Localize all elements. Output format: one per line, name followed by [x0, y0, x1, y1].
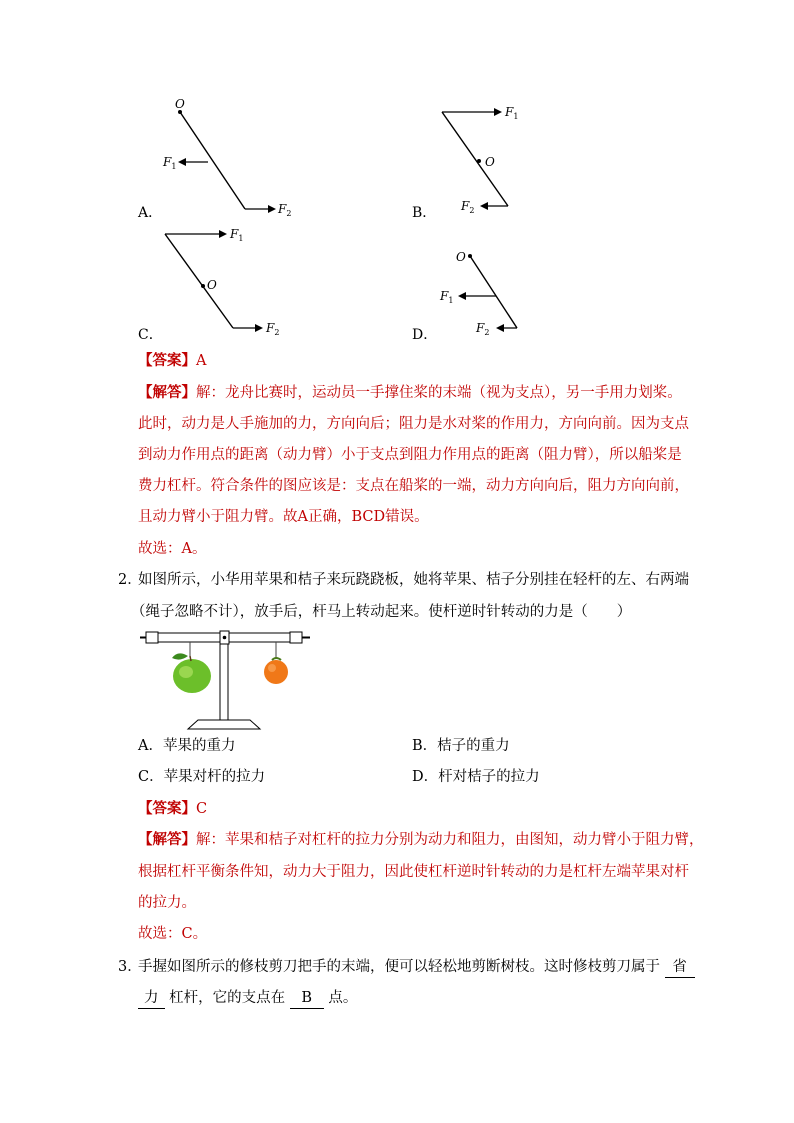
q3-line-2: 力 杠杆，它的支点在 B 点。	[138, 988, 357, 1009]
analysis-tag: 【解答】	[138, 831, 196, 848]
force-f2-label: $F_2$	[278, 202, 292, 218]
answer-value: A	[196, 353, 207, 369]
option-b-label: B．	[412, 205, 437, 221]
pivot-o-label: O	[175, 97, 185, 111]
force-f1-label: $F_1$	[505, 105, 519, 121]
pivot-o-label: O	[485, 155, 495, 169]
q3-blank-2: B	[290, 988, 324, 1009]
q2-stem-line-1: 如图所示，小华用苹果和桔子来玩跷跷板，她将苹果、桔子分别挂在轻杆的左、右两端	[138, 572, 689, 588]
q2-analysis-line-3: 的拉力。	[138, 895, 196, 911]
option-d-label: D．	[412, 327, 438, 343]
q2-stem-line-2: （绳子忽略不计），放手后，杆马上转动起来。使杆逆时针转动的力是（ ）	[131, 604, 632, 620]
force-f2-label: $F_2$	[476, 321, 490, 337]
figure-a-lever-diagram	[150, 92, 310, 222]
pivot-o-label: O	[456, 250, 466, 264]
figure-d-lever-diagram	[430, 242, 530, 338]
q1-analysis-line-3: 到动力作用点的距离（动力臂）小于支点到阻力作用点的距离（阻力臂），所以船桨是	[138, 447, 682, 463]
answer-tag: 【答案】	[138, 352, 196, 369]
option-c-label: C．	[138, 327, 163, 343]
q3-blank-1-part2: 力	[138, 988, 165, 1009]
q1-conclusion: 故选：A。	[138, 541, 207, 557]
q2-number: 2．	[118, 572, 142, 588]
q1-analysis-line-5: 且动力臂小于阻力臂。故A正确，BCD错误。	[138, 509, 429, 525]
analysis-tag: 【解答】	[138, 384, 196, 401]
q2-option-a: A．苹果的重力	[138, 738, 236, 754]
apple-image	[172, 653, 211, 693]
orange-image	[264, 658, 288, 684]
q1-analysis-line-2: 此时，动力是人手施加的力，方向向后；阻力是水对桨的作用力，方向向前。因为支点	[138, 416, 689, 432]
q2-option-d: D．杆对桔子的拉力	[412, 769, 540, 785]
q2-option-c: C．苹果对杆的拉力	[138, 769, 266, 785]
q1-analysis-line-4: 费力杠杆。符合条件的图应该是：支点在船桨的一端，动力方向向后，阻力方向向前，	[138, 478, 689, 494]
option-a-label: A．	[138, 205, 163, 221]
seesaw-illustration	[140, 628, 310, 732]
q3-line-1: 手握如图所示的修枝剪刀把手的末端，便可以轻松地剪断树枝。这时修枝剪刀属于 省	[138, 957, 695, 978]
force-f2-label: $F_2$	[266, 321, 280, 337]
figure-c-lever-diagram	[155, 222, 295, 340]
q3-number: 3．	[118, 959, 142, 975]
answer-value: C	[196, 801, 208, 817]
force-f1-label: $F_1$	[163, 155, 177, 171]
pivot-o-label: O	[207, 278, 217, 292]
q2-analysis-line-2: 根据杠杆平衡条件知，动力大于阻力，因此使杠杆逆时针转动的力是杠杆左端苹果对杆	[138, 864, 689, 880]
q1-answer	[138, 351, 206, 371]
q2-answer	[138, 799, 207, 819]
q2-option-b: B．桔子的重力	[412, 738, 510, 754]
figure-b-lever-diagram	[430, 98, 540, 218]
force-f1-label: $F_1$	[230, 227, 244, 243]
q2-conclusion: 故选：C。	[138, 926, 208, 942]
q2-analysis-line-1: 【解答】解：苹果和桔子对杠杆的拉力分别为动力和阻力，由图知，动力臂小于阻力臂，	[138, 831, 704, 848]
q3-blank-1-part1: 省	[665, 957, 695, 978]
q1-analysis-line-1: 【解答】解：龙舟比赛时，运动员一手撑住桨的末端（视为支点），另一手用力划桨。	[138, 384, 682, 401]
force-f1-label: $F_1$	[440, 289, 454, 305]
force-f2-label: $F_2$	[461, 199, 475, 215]
answer-tag: 【答案】	[138, 800, 196, 817]
